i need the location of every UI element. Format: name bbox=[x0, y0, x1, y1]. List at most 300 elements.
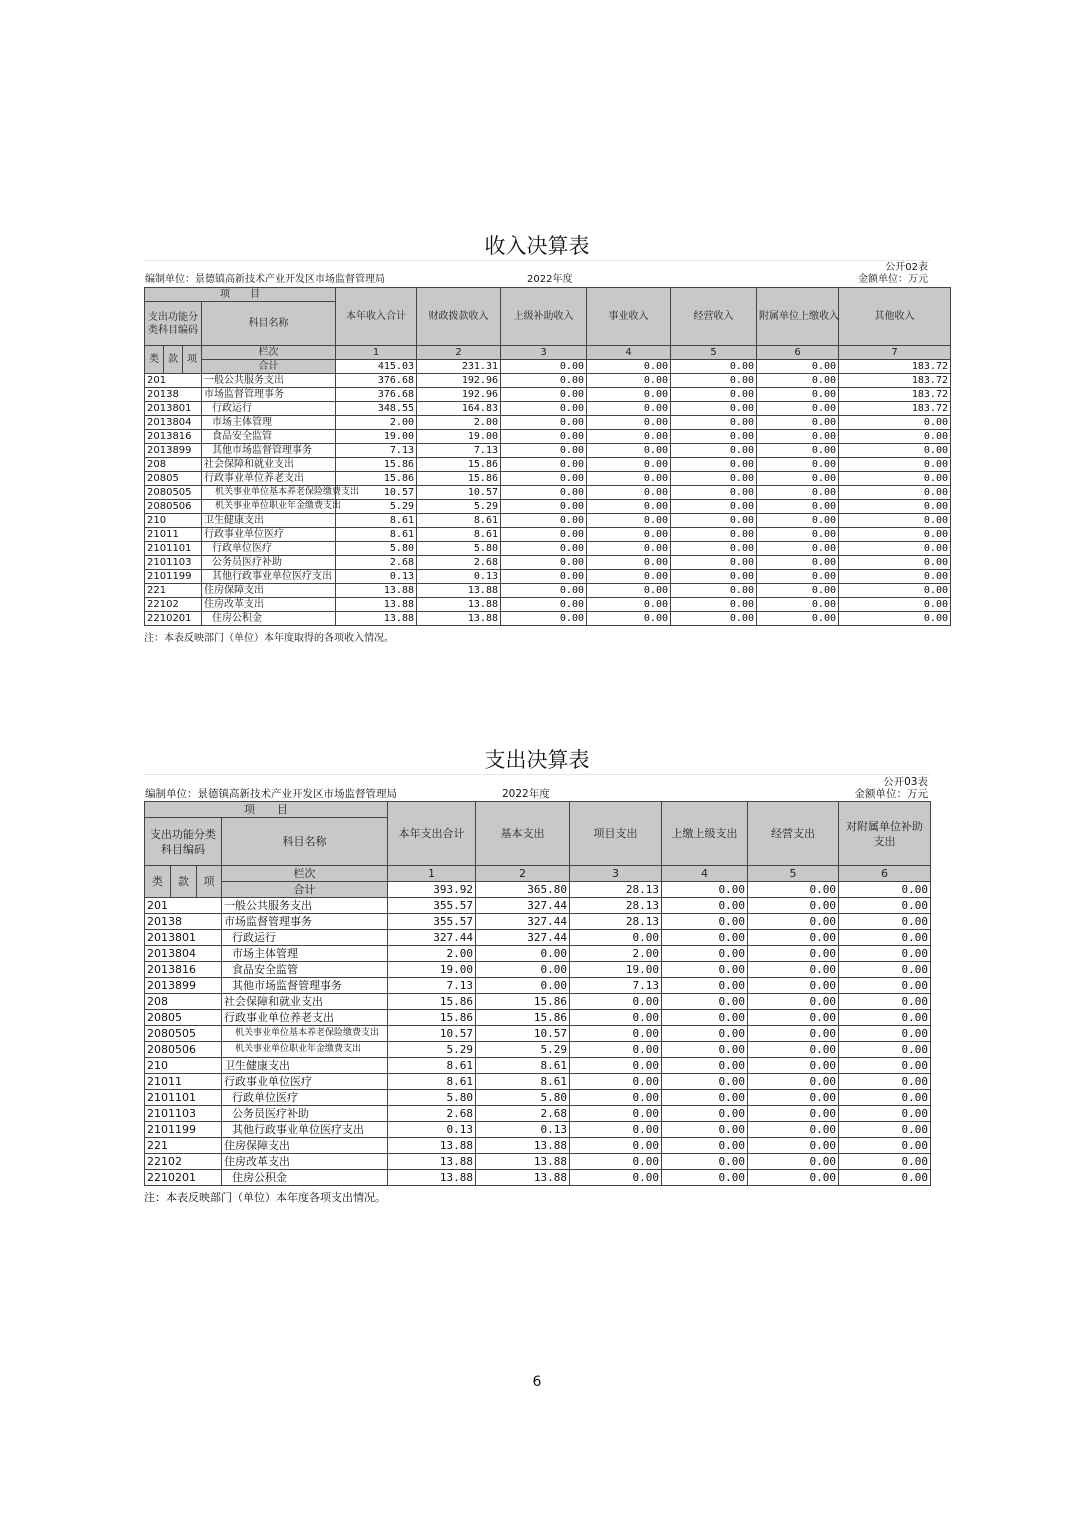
subject-code: 2013816 bbox=[145, 962, 222, 978]
amount-cell: 8.61 bbox=[476, 1058, 570, 1074]
subject-code: 208 bbox=[145, 994, 222, 1010]
amount-cell: 0.00 bbox=[587, 598, 671, 612]
subject-code: 20805 bbox=[145, 472, 202, 486]
amount-cell: 0.00 bbox=[757, 388, 839, 402]
amount-cell: 0.00 bbox=[501, 402, 587, 416]
amount-cell: 0.00 bbox=[839, 994, 931, 1010]
expense-header-xiang: 项 bbox=[197, 866, 222, 898]
subject-name: 一般公共服务支出 bbox=[202, 374, 336, 388]
income-table-code: 公开02表 bbox=[885, 262, 928, 273]
income-header-lei: 类 bbox=[145, 346, 164, 374]
expense-table-row bbox=[145, 1170, 931, 1186]
amount-cell: 7.13 bbox=[336, 444, 417, 458]
amount-cell: 19.00 bbox=[336, 430, 417, 444]
expense-title: 支出决算表 bbox=[144, 746, 930, 775]
amount-cell: 0.00 bbox=[671, 612, 757, 626]
amount-cell: 0.00 bbox=[570, 1010, 662, 1026]
expense-table-row bbox=[145, 1090, 931, 1106]
amount-cell: 2.00 bbox=[336, 416, 417, 430]
amount-cell: 327.44 bbox=[476, 898, 570, 914]
expense-note: 注：本表反映部门（单位）本年度各项支出情况。 bbox=[144, 1191, 386, 1204]
amount-cell: 183.72 bbox=[839, 402, 951, 416]
expense-table-row bbox=[145, 1138, 931, 1154]
amount-cell: 0.00 bbox=[757, 542, 839, 556]
amount-cell: 5.80 bbox=[417, 542, 501, 556]
amount-cell: 355.57 bbox=[388, 914, 476, 930]
amount-cell: 0.00 bbox=[671, 458, 757, 472]
amount-cell: 0.00 bbox=[757, 612, 839, 626]
amount-cell: 0.00 bbox=[570, 1090, 662, 1106]
amount-cell: 10.57 bbox=[417, 486, 501, 500]
amount-cell: 0.00 bbox=[587, 514, 671, 528]
page-number: 6 bbox=[532, 1374, 542, 1390]
income-table-row bbox=[145, 598, 951, 612]
subject-code: 2013804 bbox=[145, 946, 222, 962]
subject-code: 210 bbox=[145, 1058, 222, 1074]
amount-cell: 15.86 bbox=[336, 458, 417, 472]
subject-name: 住房保障支出 bbox=[222, 1138, 388, 1154]
amount-cell: 0.00 bbox=[476, 978, 570, 994]
amount-cell: 0.00 bbox=[587, 458, 671, 472]
amount-cell: 0.00 bbox=[501, 584, 587, 598]
amount-cell: 0.00 bbox=[587, 430, 671, 444]
amount-cell: 0.00 bbox=[839, 556, 951, 570]
amount-cell: 0.00 bbox=[839, 946, 931, 962]
amount-cell: 5.29 bbox=[476, 1042, 570, 1058]
subject-code: 2101199 bbox=[145, 1122, 222, 1138]
income-total-value: 0.00 bbox=[757, 360, 839, 374]
amount-cell: 0.00 bbox=[748, 898, 839, 914]
amount-cell: 0.00 bbox=[501, 500, 587, 514]
amount-cell: 28.13 bbox=[570, 898, 662, 914]
amount-cell: 0.00 bbox=[501, 388, 587, 402]
amount-cell: 0.00 bbox=[671, 416, 757, 430]
subject-code: 22102 bbox=[145, 1154, 222, 1170]
subject-code: 201 bbox=[145, 374, 202, 388]
expense-table-row bbox=[145, 1042, 931, 1058]
subject-code: 201 bbox=[145, 898, 222, 914]
expense-table-row bbox=[145, 1010, 931, 1026]
amount-cell: 19.00 bbox=[570, 962, 662, 978]
amount-cell: 0.00 bbox=[839, 500, 951, 514]
amount-cell: 0.00 bbox=[748, 1010, 839, 1026]
amount-cell: 0.00 bbox=[662, 1122, 748, 1138]
subject-name: 行政事业单位养老支出 bbox=[222, 1010, 388, 1026]
amount-cell: 0.00 bbox=[839, 486, 951, 500]
expense-total-value: 0.00 bbox=[662, 882, 748, 898]
amount-cell: 0.00 bbox=[662, 898, 748, 914]
income-table-row bbox=[145, 374, 951, 388]
amount-cell: 0.00 bbox=[662, 1154, 748, 1170]
income-table-row bbox=[145, 486, 951, 500]
expense-table-row bbox=[145, 1154, 931, 1170]
amount-cell: 183.72 bbox=[839, 374, 951, 388]
income-table-row bbox=[145, 556, 951, 570]
amount-cell: 0.00 bbox=[570, 1170, 662, 1186]
expense-total-value: 365.80 bbox=[476, 882, 570, 898]
amount-cell: 0.00 bbox=[662, 1058, 748, 1074]
subject-code: 221 bbox=[145, 584, 202, 598]
income-col-header: 上级补助收入 bbox=[501, 288, 587, 346]
amount-cell: 0.00 bbox=[501, 374, 587, 388]
subject-name: 食品安全监管 bbox=[202, 430, 336, 444]
amount-cell: 327.44 bbox=[388, 930, 476, 946]
amount-cell: 0.00 bbox=[839, 1106, 931, 1122]
income-col-header: 其他收入 bbox=[839, 288, 951, 346]
amount-cell: 0.00 bbox=[839, 430, 951, 444]
amount-cell: 0.00 bbox=[839, 612, 951, 626]
expense-total-value: 0.00 bbox=[748, 882, 839, 898]
amount-cell: 0.00 bbox=[757, 584, 839, 598]
amount-cell: 183.72 bbox=[839, 388, 951, 402]
expense-col-header: 基本支出 bbox=[476, 802, 570, 866]
amount-cell: 0.00 bbox=[570, 1154, 662, 1170]
amount-cell: 0.00 bbox=[587, 416, 671, 430]
amount-cell: 0.00 bbox=[671, 472, 757, 486]
subject-name: 市场监督管理事务 bbox=[202, 388, 336, 402]
subject-code: 20138 bbox=[145, 914, 222, 930]
amount-cell: 10.57 bbox=[336, 486, 417, 500]
income-header-xiang: 项 bbox=[183, 346, 202, 374]
expense-col-header: 项目支出 bbox=[570, 802, 662, 866]
income-table-row bbox=[145, 500, 951, 514]
amount-cell: 0.00 bbox=[839, 1154, 931, 1170]
subject-name: 社会保障和就业支出 bbox=[202, 458, 336, 472]
subject-code: 2080506 bbox=[145, 1042, 222, 1058]
amount-cell: 0.00 bbox=[570, 930, 662, 946]
amount-cell: 0.00 bbox=[839, 598, 951, 612]
amount-cell: 0.00 bbox=[748, 1154, 839, 1170]
amount-cell: 0.00 bbox=[501, 556, 587, 570]
expense-table-row bbox=[145, 1026, 931, 1042]
amount-cell: 0.00 bbox=[662, 1010, 748, 1026]
amount-cell: 0.00 bbox=[757, 514, 839, 528]
subject-name: 行政事业单位医疗 bbox=[222, 1074, 388, 1090]
subject-name: 机关事业单位基本养老保险缴费支出 bbox=[222, 1026, 388, 1042]
subject-code: 2101199 bbox=[145, 570, 202, 584]
amount-cell: 0.00 bbox=[662, 1170, 748, 1186]
amount-cell: 13.88 bbox=[388, 1138, 476, 1154]
subject-code: 2080505 bbox=[145, 1026, 222, 1042]
amount-cell: 0.00 bbox=[839, 962, 931, 978]
expense-table-row bbox=[145, 946, 931, 962]
subject-code: 2210201 bbox=[145, 1170, 222, 1186]
amount-cell: 327.44 bbox=[476, 930, 570, 946]
expense-table-row bbox=[145, 978, 931, 994]
amount-cell: 0.00 bbox=[501, 598, 587, 612]
amount-cell: 0.00 bbox=[501, 612, 587, 626]
amount-cell: 5.29 bbox=[388, 1042, 476, 1058]
amount-cell: 0.00 bbox=[839, 416, 951, 430]
income-col-num: 4 bbox=[587, 346, 671, 360]
subject-code: 21011 bbox=[145, 1074, 222, 1090]
income-year: 2022年度 bbox=[527, 274, 573, 285]
amount-cell: 8.61 bbox=[336, 514, 417, 528]
income-col-header: 事业收入 bbox=[587, 288, 671, 346]
income-col-header: 财政拨款收入 bbox=[417, 288, 501, 346]
subject-code: 2080506 bbox=[145, 500, 202, 514]
income-col-num: 2 bbox=[417, 346, 501, 360]
amount-cell: 0.00 bbox=[662, 1026, 748, 1042]
amount-cell: 376.68 bbox=[336, 374, 417, 388]
amount-cell: 0.00 bbox=[839, 1170, 931, 1186]
amount-cell: 15.86 bbox=[388, 1010, 476, 1026]
expense-table-row bbox=[145, 994, 931, 1010]
amount-cell: 0.00 bbox=[662, 1074, 748, 1090]
expense-header-lei: 类 bbox=[145, 866, 171, 898]
amount-cell: 0.00 bbox=[757, 430, 839, 444]
amount-cell: 0.00 bbox=[748, 1106, 839, 1122]
amount-cell: 0.00 bbox=[662, 1106, 748, 1122]
income-col-num: 5 bbox=[671, 346, 757, 360]
amount-cell: 19.00 bbox=[417, 430, 501, 444]
subject-name: 住房改革支出 bbox=[202, 598, 336, 612]
subject-name: 行政运行 bbox=[222, 930, 388, 946]
subject-name: 行政单位医疗 bbox=[202, 542, 336, 556]
amount-cell: 2.68 bbox=[388, 1106, 476, 1122]
subject-name: 机关事业单位职业年金缴费支出 bbox=[222, 1042, 388, 1058]
income-table-row bbox=[145, 444, 951, 458]
amount-cell: 0.00 bbox=[662, 962, 748, 978]
income-org: 编制单位：景德镇高新技术产业开发区市场监督管理局 bbox=[145, 274, 385, 285]
amount-cell: 0.00 bbox=[748, 1058, 839, 1074]
subject-code: 208 bbox=[145, 458, 202, 472]
amount-cell: 0.00 bbox=[757, 500, 839, 514]
amount-cell: 0.00 bbox=[748, 1122, 839, 1138]
amount-cell: 0.00 bbox=[839, 444, 951, 458]
expense-header-lanci: 栏次 bbox=[222, 866, 388, 882]
amount-cell: 0.00 bbox=[587, 486, 671, 500]
income-header-item: 项 目 bbox=[145, 288, 336, 302]
expense-col-num: 5 bbox=[748, 866, 839, 882]
income-header-subject-code: 支出功能分类科目编码 bbox=[145, 302, 202, 346]
expense-org: 编制单位：景德镇高新技术产业开发区市场监督管理局 bbox=[145, 788, 397, 800]
income-title: 收入决算表 bbox=[144, 232, 930, 261]
amount-cell: 0.00 bbox=[671, 514, 757, 528]
amount-cell: 0.13 bbox=[388, 1122, 476, 1138]
amount-cell: 0.00 bbox=[839, 930, 931, 946]
amount-cell: 2.68 bbox=[336, 556, 417, 570]
amount-cell: 2.00 bbox=[570, 946, 662, 962]
income-col-header: 经营收入 bbox=[671, 288, 757, 346]
expense-table-row bbox=[145, 1058, 931, 1074]
amount-cell: 0.00 bbox=[671, 444, 757, 458]
amount-cell: 0.00 bbox=[839, 978, 931, 994]
amount-cell: 0.00 bbox=[757, 374, 839, 388]
subject-name: 行政单位医疗 bbox=[222, 1090, 388, 1106]
subject-code: 2101103 bbox=[145, 1106, 222, 1122]
amount-cell: 0.00 bbox=[501, 528, 587, 542]
subject-name: 其他行政事业单位医疗支出 bbox=[202, 570, 336, 584]
amount-cell: 13.88 bbox=[417, 598, 501, 612]
amount-cell: 2.00 bbox=[388, 946, 476, 962]
amount-cell: 13.88 bbox=[336, 584, 417, 598]
subject-code: 2080505 bbox=[145, 486, 202, 500]
amount-cell: 0.00 bbox=[748, 1026, 839, 1042]
income-table-row bbox=[145, 472, 951, 486]
expense-unit: 金额单位：万元 bbox=[854, 788, 928, 800]
expense-col-header: 经营支出 bbox=[748, 802, 839, 866]
amount-cell: 0.00 bbox=[839, 1090, 931, 1106]
amount-cell: 0.00 bbox=[501, 570, 587, 584]
amount-cell: 0.00 bbox=[671, 374, 757, 388]
expense-col-num: 4 bbox=[662, 866, 748, 882]
amount-cell: 15.86 bbox=[476, 1010, 570, 1026]
amount-cell: 376.68 bbox=[336, 388, 417, 402]
amount-cell: 0.00 bbox=[662, 1042, 748, 1058]
amount-cell: 0.00 bbox=[839, 1058, 931, 1074]
expense-col-num: 3 bbox=[570, 866, 662, 882]
amount-cell: 0.00 bbox=[839, 584, 951, 598]
income-table-row bbox=[145, 402, 951, 416]
income-meta bbox=[144, 261, 930, 287]
subject-name: 卫生健康支出 bbox=[202, 514, 336, 528]
subject-code: 20805 bbox=[145, 1010, 222, 1026]
amount-cell: 19.00 bbox=[388, 962, 476, 978]
amount-cell: 0.00 bbox=[570, 1026, 662, 1042]
amount-cell: 0.00 bbox=[748, 994, 839, 1010]
amount-cell: 5.80 bbox=[336, 542, 417, 556]
subject-code: 210 bbox=[145, 514, 202, 528]
amount-cell: 0.00 bbox=[839, 528, 951, 542]
amount-cell: 0.00 bbox=[757, 486, 839, 500]
expense-header-subject-name: 科目名称 bbox=[222, 818, 388, 866]
amount-cell: 0.00 bbox=[570, 1042, 662, 1058]
amount-cell: 13.88 bbox=[388, 1170, 476, 1186]
amount-cell: 192.96 bbox=[417, 388, 501, 402]
expense-table-row bbox=[145, 898, 931, 914]
amount-cell: 8.61 bbox=[336, 528, 417, 542]
income-total-value: 415.03 bbox=[336, 360, 417, 374]
income-col-num: 3 bbox=[501, 346, 587, 360]
subject-name: 市场主体管理 bbox=[222, 946, 388, 962]
income-table-row bbox=[145, 542, 951, 556]
subject-code: 2101103 bbox=[145, 556, 202, 570]
amount-cell: 0.00 bbox=[757, 570, 839, 584]
income-header-kuan: 款 bbox=[164, 346, 183, 374]
income-table-row bbox=[145, 416, 951, 430]
amount-cell: 0.13 bbox=[336, 570, 417, 584]
amount-cell: 0.00 bbox=[839, 472, 951, 486]
amount-cell: 0.00 bbox=[587, 542, 671, 556]
subject-code: 2210201 bbox=[145, 612, 202, 626]
amount-cell: 0.00 bbox=[570, 1122, 662, 1138]
amount-cell: 0.00 bbox=[748, 962, 839, 978]
expense-header-item: 项 目 bbox=[145, 802, 388, 818]
amount-cell: 0.00 bbox=[662, 914, 748, 930]
amount-cell: 0.00 bbox=[748, 978, 839, 994]
amount-cell: 0.00 bbox=[839, 1122, 931, 1138]
subject-name: 市场监督管理事务 bbox=[222, 914, 388, 930]
subject-name: 社会保障和就业支出 bbox=[222, 994, 388, 1010]
income-table-row bbox=[145, 584, 951, 598]
amount-cell: 0.00 bbox=[757, 556, 839, 570]
amount-cell: 0.00 bbox=[671, 486, 757, 500]
amount-cell: 0.00 bbox=[587, 584, 671, 598]
amount-cell: 7.13 bbox=[570, 978, 662, 994]
amount-cell: 0.00 bbox=[839, 1138, 931, 1154]
subject-code: 2013816 bbox=[145, 430, 202, 444]
amount-cell: 13.88 bbox=[336, 612, 417, 626]
amount-cell: 0.00 bbox=[501, 514, 587, 528]
amount-cell: 13.88 bbox=[388, 1154, 476, 1170]
amount-cell: 164.83 bbox=[417, 402, 501, 416]
amount-cell: 2.68 bbox=[476, 1106, 570, 1122]
amount-cell: 0.00 bbox=[662, 930, 748, 946]
amount-cell: 13.88 bbox=[417, 584, 501, 598]
amount-cell: 0.00 bbox=[587, 402, 671, 416]
amount-cell: 0.00 bbox=[839, 542, 951, 556]
income-note: 注：本表反映部门（单位）本年度取得的各项收入情况。 bbox=[144, 633, 394, 644]
amount-cell: 15.86 bbox=[476, 994, 570, 1010]
subject-code: 221 bbox=[145, 1138, 222, 1154]
subject-code: 2013801 bbox=[145, 930, 222, 946]
subject-name: 机关事业单位职业年金缴费支出 bbox=[202, 500, 336, 514]
expense-col-header: 上缴上级支出 bbox=[662, 802, 748, 866]
amount-cell: 0.00 bbox=[748, 1138, 839, 1154]
expense-table-row bbox=[145, 930, 931, 946]
amount-cell: 2.68 bbox=[417, 556, 501, 570]
amount-cell: 5.29 bbox=[336, 500, 417, 514]
subject-name: 住房保障支出 bbox=[202, 584, 336, 598]
expense-total-value: 28.13 bbox=[570, 882, 662, 898]
income-table-row bbox=[145, 612, 951, 626]
subject-name: 行政运行 bbox=[202, 402, 336, 416]
income-table-row bbox=[145, 458, 951, 472]
expense-col-header: 本年支出合计 bbox=[388, 802, 476, 866]
expense-col-header: 对附属单位补助支出 bbox=[839, 802, 931, 866]
amount-cell: 5.29 bbox=[417, 500, 501, 514]
amount-cell: 0.00 bbox=[748, 1042, 839, 1058]
amount-cell: 0.00 bbox=[839, 458, 951, 472]
amount-cell: 0.00 bbox=[671, 598, 757, 612]
subject-name: 机关事业单位基本养老保险缴费支出 bbox=[202, 486, 336, 500]
amount-cell: 0.00 bbox=[671, 402, 757, 416]
amount-cell: 13.88 bbox=[476, 1138, 570, 1154]
expense-total-label: 合计 bbox=[222, 882, 388, 898]
amount-cell: 13.88 bbox=[476, 1170, 570, 1186]
income-total-value: 0.00 bbox=[587, 360, 671, 374]
amount-cell: 0.00 bbox=[501, 416, 587, 430]
amount-cell: 0.00 bbox=[748, 1074, 839, 1090]
amount-cell: 8.61 bbox=[476, 1074, 570, 1090]
amount-cell: 0.00 bbox=[587, 444, 671, 458]
subject-code: 2101101 bbox=[145, 542, 202, 556]
amount-cell: 13.88 bbox=[417, 612, 501, 626]
expense-header-kuan: 款 bbox=[171, 866, 197, 898]
income-table-row bbox=[145, 430, 951, 444]
amount-cell: 0.00 bbox=[748, 946, 839, 962]
subject-name: 行政事业单位养老支出 bbox=[202, 472, 336, 486]
income-table-row bbox=[145, 570, 951, 584]
amount-cell: 0.00 bbox=[839, 898, 931, 914]
subject-code: 2013801 bbox=[145, 402, 202, 416]
subject-name: 食品安全监管 bbox=[222, 962, 388, 978]
income-sheet bbox=[144, 232, 948, 644]
amount-cell: 327.44 bbox=[476, 914, 570, 930]
amount-cell: 10.57 bbox=[388, 1026, 476, 1042]
amount-cell: 192.96 bbox=[417, 374, 501, 388]
amount-cell: 0.00 bbox=[587, 528, 671, 542]
amount-cell: 0.00 bbox=[671, 430, 757, 444]
amount-cell: 0.00 bbox=[570, 1074, 662, 1090]
amount-cell: 10.57 bbox=[476, 1026, 570, 1042]
amount-cell: 0.00 bbox=[839, 914, 931, 930]
subject-name: 市场主体管理 bbox=[202, 416, 336, 430]
income-col-num: 6 bbox=[757, 346, 839, 360]
income-unit: 金额单位：万元 bbox=[858, 274, 928, 285]
subject-code: 2013899 bbox=[145, 978, 222, 994]
